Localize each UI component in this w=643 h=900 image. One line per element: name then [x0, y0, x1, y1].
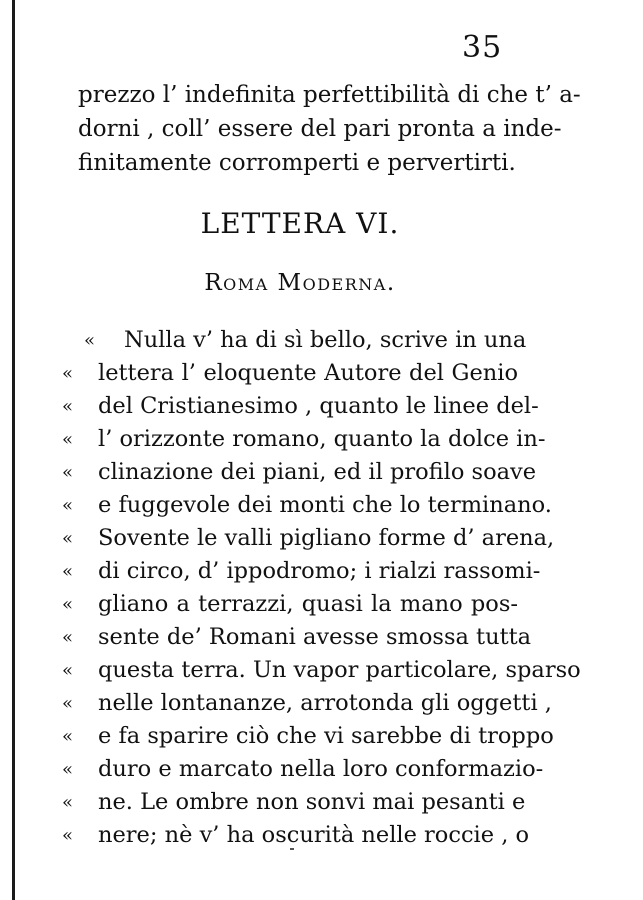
quote-line [62, 555, 541, 588]
intro-line-1: prezzo l’ indefinita perfettibilità di che t’ a- [78, 82, 581, 108]
quote-line-text: duro e marcato nella loro conformazio- [98, 756, 544, 782]
quote-line-text: Nulla v’ ha di sì bello, scrive in una [124, 327, 527, 353]
quote-mark: « [62, 429, 74, 450]
page-edge-rule [12, 0, 15, 900]
quote-line [62, 324, 527, 357]
quote-mark: « [62, 627, 74, 648]
quote-line-text: di circo, d’ ippodromo; i rialzi rassomi- [98, 558, 541, 584]
quote-line-text: l’ orizzonte romano, quanto la dolce in- [98, 426, 546, 452]
quote-line-text: clinazione dei piani, ed il profilo soave [98, 459, 537, 485]
quote-line [62, 522, 555, 555]
quote-line [62, 621, 532, 654]
quote-mark: « [62, 561, 74, 582]
quote-line-text: questa terra. Un vapor particolare, sparso [98, 657, 581, 683]
quote-line [62, 423, 546, 456]
quote-line [62, 753, 544, 786]
quote-mark: « [84, 330, 96, 351]
intro-paragraph [78, 78, 581, 180]
page-number: 35 [462, 30, 503, 65]
quote-line [62, 357, 518, 390]
quote-mark: « [62, 462, 74, 483]
quote-line-text: ne. Le ombre non sonvi mai pesanti e [98, 789, 526, 815]
letter-subtitle: Roma Moderna. [204, 270, 396, 296]
quote-line [62, 720, 554, 753]
quote-mark: « [62, 363, 74, 384]
quote-line [62, 786, 526, 819]
intro-line-2: dorni , coll’ essere del pari pronta a inde- [78, 116, 562, 142]
quote-mark: « [62, 660, 74, 681]
quote-line [62, 588, 518, 621]
quote-mark: « [62, 825, 74, 846]
quote-line [62, 456, 537, 489]
quote-line-text: del Cristianesimo , quanto le linee del- [98, 393, 539, 419]
quote-mark: « [62, 759, 74, 780]
quote-mark: « [62, 528, 74, 549]
quote-line-text: lettera l’ eloquente Autore del Genio [98, 360, 518, 386]
quote-line-text: gliano a terrazzi, quasi la mano pos- [98, 591, 518, 617]
quote-line-text: sente de’ Romani avesse smossa tutta [98, 624, 532, 650]
footer-dot [290, 848, 294, 850]
quote-mark: « [62, 792, 74, 813]
quote-line-text: nelle lontananze, arrotonda gli oggetti , [98, 690, 552, 716]
quote-line [62, 654, 581, 687]
quote-block [62, 324, 581, 852]
quote-mark: « [62, 594, 74, 615]
letter-title: LETTERA VI. [200, 207, 400, 240]
quote-line-text: nere; nè v’ ha oscurità nelle roccie , o [98, 822, 530, 848]
quote-line [62, 687, 552, 720]
quote-mark: « [62, 726, 74, 747]
quote-line-text: e fa sparire ciò che vi sarebbe di troppo [98, 723, 554, 749]
quote-line-text: e fuggevole dei monti che lo terminano. [98, 492, 552, 518]
quote-line-text: Sovente le valli pigliano forme d’ arena, [98, 525, 555, 551]
quote-mark: « [62, 396, 74, 417]
quote-mark: « [62, 693, 74, 714]
intro-line-3: finitamente corromperti e pervertirti. [78, 150, 516, 176]
quote-line [62, 489, 552, 522]
quote-line [62, 390, 539, 423]
quote-mark: « [62, 495, 74, 516]
